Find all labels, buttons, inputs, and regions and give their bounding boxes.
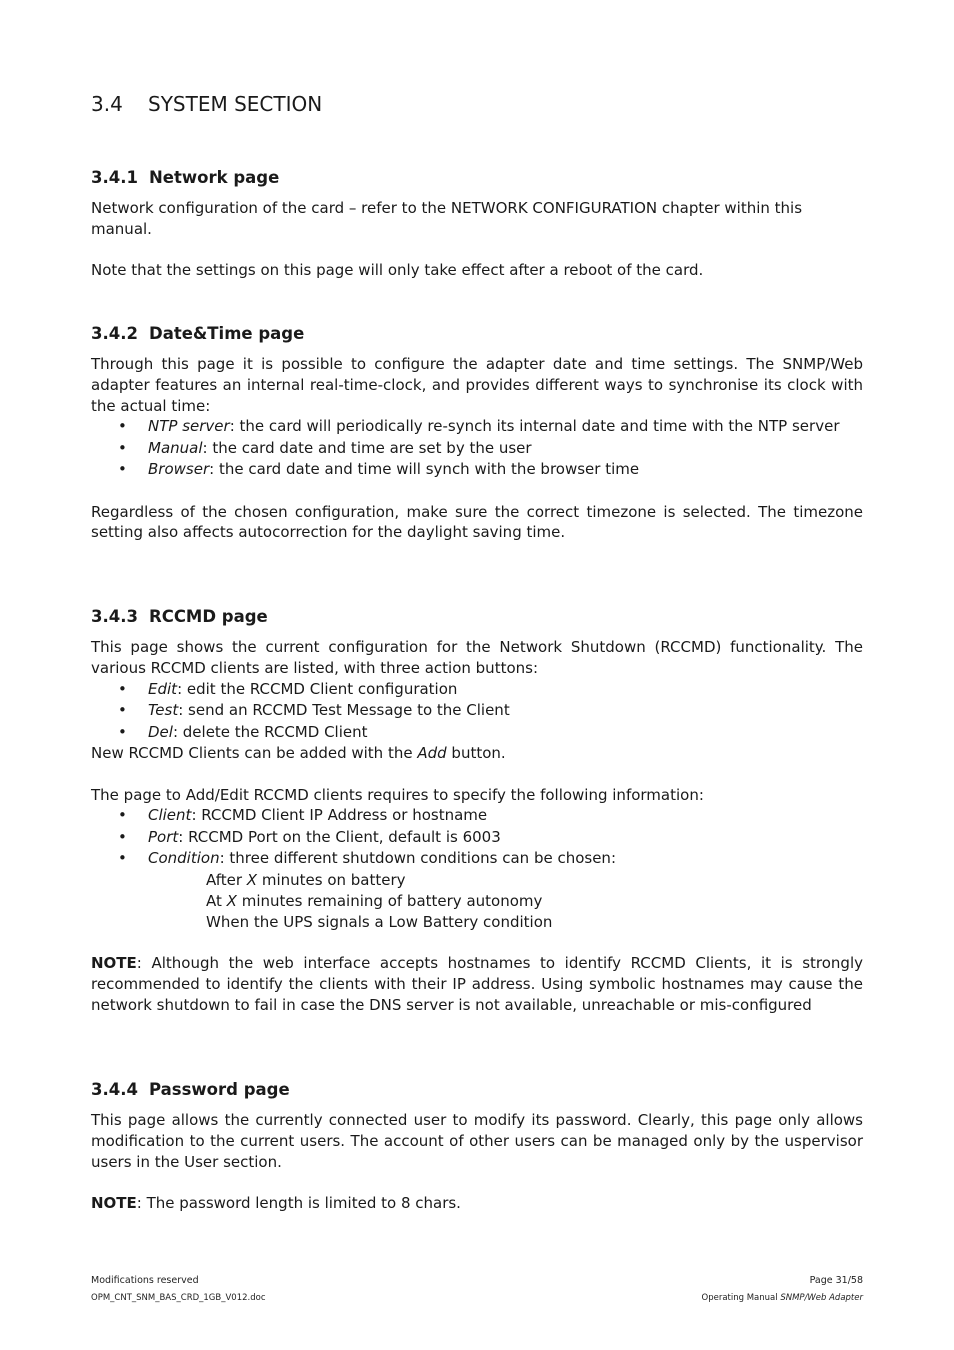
note-paragraph: NOTE: The password length is limited to 8 chars. [91, 1194, 461, 1213]
list-item: • Port: RCCMD Port on the Client, default is 6003 [118, 827, 501, 846]
section-number: 3.4 [91, 92, 123, 116]
list-item: • Del: delete the RCCMD Client [118, 722, 368, 741]
condition-option: At X minutes remaining of battery autonomy [206, 891, 543, 910]
subsection-title: Network page [149, 168, 280, 187]
subsection-heading [91, 606, 863, 628]
section-heading [91, 91, 322, 117]
footer-page-number: Page 31/58 [809, 1275, 863, 1286]
footer-manual-title: Operating Manual SNMP/Web Adapter [701, 1293, 863, 1303]
condition-option: When the UPS signals a Low Battery condition [206, 912, 553, 931]
bullet-list [91, 679, 863, 744]
paragraph: New RCCMD Clients can be added with the Add button. [91, 744, 506, 763]
network-section [91, 167, 863, 281]
subsection-number: 3.4.2 [91, 324, 138, 343]
list-item: • Browser: the card date and time will synch with the browser time [118, 460, 640, 479]
list-item: • Client: RCCMD Client IP Address or hostname [118, 806, 488, 825]
paragraph: The page to Add/Edit RCCMD clients requires to specify the following information: [91, 785, 704, 804]
subsection-heading [91, 167, 863, 189]
subsection-number: 3.4.3 [91, 607, 138, 626]
paragraph: This page allows the currently connected user to modify its password. Clearly, this page only allows modification to the current users. The account of other users can be managed only by the uspervisor users in the User section. [91, 1111, 863, 1171]
paragraph: Regardless of the chosen configuration, make sure the correct timezone is selected. The timezone setting also affects autocorrection for the daylight saving time. [91, 502, 863, 542]
footer-filename: OPM_CNT_SNM_BAS_CRD_1GB_V012.doc [91, 1293, 266, 1303]
datetime-section [91, 323, 863, 543]
list-item: • Manual: the card date and time are set by the user [118, 438, 532, 457]
paragraph: Note that the settings on this page will only take effect after a reboot of the card. [91, 261, 704, 280]
footer-row-1 [91, 1273, 863, 1289]
subsection-heading [91, 1079, 863, 1101]
subsection-number: 3.4.4 [91, 1080, 138, 1099]
list-item: • Edit: edit the RCCMD Client configuration [118, 679, 458, 698]
bullet-list [91, 416, 863, 481]
list-item: • Condition: three different shutdown conditions can be chosen: [118, 849, 616, 868]
note-paragraph: NOTE: Although the web interface accepts hostnames to identify RCCMD Clients, it is strongly recommended to identify the clients with their IP address. Using symbolic hostnames may cause the network shutdown to fail in case the DNS server is not available, unreachable or mis-configured [91, 954, 863, 1014]
subsection-title: RCCMD page [149, 607, 268, 626]
subsection-heading [91, 323, 863, 345]
paragraph: Through this page it is possible to configure the adapter date and time settings. The SNMP/Web adapter features an internal real-time-clock, and provides different ways to synchronise its clock with the actual time: [91, 355, 863, 415]
section-title: SYSTEM SECTION [148, 92, 323, 116]
subsection-number: 3.4.1 [91, 168, 138, 187]
password-section [91, 1079, 863, 1214]
paragraph: Network configuration of the card – refer to the NETWORK CONFIGURATION chapter within this manual. [91, 199, 803, 238]
bullet-list [91, 805, 863, 870]
footer-row-2 [91, 1290, 863, 1306]
condition-option: After X minutes on battery [206, 870, 406, 889]
paragraph: This page shows the current configuration for the Network Shutdown (RCCMD) functionality. The various RCCMD clients are listed, with three action buttons: [91, 638, 863, 677]
subsection-title: Date&Time page [149, 324, 305, 343]
rccmd-section [91, 606, 863, 1016]
list-item: • Test: send an RCCMD Test Message to the Client [118, 701, 510, 720]
footer-modifications: Modifications reserved [91, 1275, 199, 1286]
list-item: • NTP server: the card will periodically re-synch its internal date and time with the NTP server [118, 417, 840, 436]
subsection-title: Password page [149, 1080, 290, 1099]
